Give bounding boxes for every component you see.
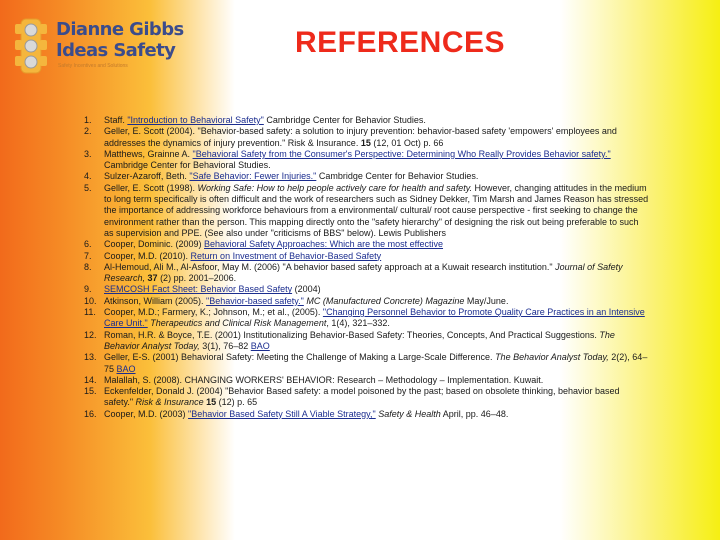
reference-number: 7. bbox=[84, 250, 92, 261]
reference-text: , 1(4), 321–332. bbox=[326, 318, 390, 329]
reference-link[interactable]: "Safe Behavior: Fewer Injuries." bbox=[189, 171, 317, 182]
reference-text: Cambridge Center for Behavioral Studies. bbox=[104, 160, 271, 171]
reference-list bbox=[84, 115, 650, 420]
reference-text: 37 bbox=[147, 273, 158, 284]
reference-item bbox=[84, 409, 650, 420]
reference-text: Sulzer-Azaroff, Beth. bbox=[104, 171, 190, 182]
reference-text: Risk & Insurance bbox=[135, 397, 204, 408]
reference-number: 1. bbox=[84, 115, 92, 125]
reference-item bbox=[84, 307, 650, 330]
reference-number: 4. bbox=[84, 171, 92, 182]
reference-text: Roman, H.R. & Boyce, T.E. (2001) Institutionalizing Behavior-Based Safety: Theories, Concepts, And Practical Suggestions. bbox=[104, 329, 600, 340]
reference-link[interactable]: "Introduction to Behavioral Safety" bbox=[127, 115, 264, 125]
reference-item bbox=[84, 284, 650, 295]
reference-text: Cooper, M.D.; Farmery, K.; Johnson, M.; et al., (2005). bbox=[104, 307, 323, 318]
reference-text: (2004) bbox=[292, 284, 321, 295]
reference-text: (12, 01 Oct) p. 66 bbox=[370, 137, 444, 148]
reference-number: 12. bbox=[84, 329, 97, 340]
reference-text: Malallah, S. (2008). CHANGING WORKERS' BEHAVIOR: Research – Methodology – Implementation. Kuwait. bbox=[104, 374, 544, 385]
reference-text: (12) p. 65 bbox=[216, 397, 258, 408]
reference-text: Al-Hemoud, Ali M., Al-Asfoor, May M. (2006) "A behavior based safety approach at a Kuwait research institution." bbox=[104, 261, 556, 272]
logo-name-line1: Dianne Gibbs bbox=[56, 19, 184, 40]
logo bbox=[14, 17, 184, 77]
reference-text: The Behavior Analyst Today, bbox=[495, 352, 609, 363]
reference-text: Atkinson, William (2005). bbox=[104, 295, 207, 306]
reference-link[interactable]: "Behavior-based safety." bbox=[206, 295, 304, 306]
reference-number: 16. bbox=[84, 408, 97, 419]
reference-text: However, changing attitudes in the medium to long term specifically is often difficult and the work of researchers such as Sidney Dekker, Tim Marsh and James Reason has stressed the importance of addressing workforce behaviours from a environmental/ cultural/ root cause perspective - first seeking to change the environment rather than the person. This mapping directly onto the "safety hierarchy" of designing the risk out being preferable to such as supervision and PPE. (See also under "criticisms of BBS" below). Lewis Publishers bbox=[104, 182, 649, 238]
reference-item bbox=[84, 251, 650, 262]
reference-text: Geller, E. Scott (2004). "Behavior-based safety: a solution to injury prevention: behavior-based safety 'empowers' employees and addresses the dynamics of injury prevention." Risk & Insurance. bbox=[104, 126, 617, 148]
reference-link[interactable]: "Changing Personnel Behavior to Promote Quality Care Practices in an Intensive Care Unit." bbox=[104, 307, 645, 329]
reference-number: 2. bbox=[84, 126, 92, 137]
reference-number: 10. bbox=[84, 295, 97, 306]
reference-text: Working Safe: How to help people actively care for health and safety. bbox=[197, 182, 473, 193]
reference-link[interactable]: BAO bbox=[250, 340, 270, 351]
reference-text: The Behavior Analyst Today, bbox=[104, 329, 615, 351]
reference-text: Safety & Health bbox=[378, 408, 441, 419]
reference-text: Cambridge Center for Behavior Studies. bbox=[316, 171, 479, 182]
reference-text: 15 bbox=[206, 397, 217, 408]
reference-number: 11. bbox=[84, 307, 96, 318]
reference-number: 13. bbox=[84, 352, 97, 363]
reference-item bbox=[84, 386, 650, 409]
page-title: REFERENCES bbox=[294, 26, 506, 59]
reference-text: 2(2), 64–75 bbox=[104, 352, 648, 374]
reference-link[interactable]: "Behavioral Safety from the Consumer's Perspective: Determining Who Really Provides Behavior safety." bbox=[192, 148, 611, 159]
reference-item bbox=[84, 352, 650, 375]
reference-text: Journal of Safety Research, bbox=[104, 261, 623, 284]
reference-text: April, pp. 46–48. bbox=[440, 408, 509, 419]
reference-link[interactable]: BAO bbox=[116, 363, 136, 374]
reference-link[interactable]: Return on Investment of Behavior-Based Safety bbox=[190, 250, 382, 261]
reference-item bbox=[84, 296, 650, 307]
reference-text: MC (Manufactured Concrete) Magazine bbox=[306, 295, 465, 306]
reference-item bbox=[84, 171, 650, 182]
reference-text: Cooper, M.D. (2003) bbox=[104, 408, 189, 419]
reference-text: 3(1), 76–82 bbox=[199, 340, 251, 351]
reference-number: 15. bbox=[84, 386, 97, 397]
reference-text: 15 bbox=[360, 137, 371, 148]
reference-text: Cooper, M.D. (2010). bbox=[104, 250, 191, 261]
reference-item bbox=[84, 262, 650, 285]
reference-item bbox=[84, 183, 650, 239]
reference-text: Staff. bbox=[104, 115, 128, 125]
reference-item bbox=[84, 375, 650, 386]
reference-item bbox=[84, 149, 650, 172]
reference-number: 5. bbox=[84, 182, 92, 193]
traffic-light-icon bbox=[14, 17, 48, 75]
reference-link[interactable]: SEMCOSH Fact Sheet: Behavior Based Safety bbox=[104, 284, 293, 295]
reference-number: 6. bbox=[84, 239, 92, 250]
reference-number: 8. bbox=[84, 261, 92, 272]
reference-link[interactable]: "Behavior Based Safety Still A Viable Strategy," bbox=[188, 408, 376, 419]
reference-text: Cambridge Center for Behavior Studies. bbox=[263, 115, 426, 125]
reference-item bbox=[84, 126, 650, 149]
reference-text: Eckenfelder, Donald J. (2004) "Behavior Based safety: a model poisoned by the past; based on obsolete thinking, behavior based safety." bbox=[104, 386, 620, 408]
reference-text: Geller, E. Scott (1998). bbox=[104, 182, 198, 193]
reference-text: Cooper, Dominic. (2009) bbox=[104, 239, 205, 250]
reference-number: 14. bbox=[84, 374, 97, 385]
reference-link[interactable]: Behavioral Safety Approaches: Which are the most effective bbox=[204, 239, 444, 250]
logo-tagline: Safety Incentives and Solutions bbox=[58, 63, 128, 69]
reference-item bbox=[84, 330, 650, 353]
reference-text: (2) pp. 2001–2006. bbox=[157, 273, 237, 284]
reference-text: Matthews, Grainne A. bbox=[104, 148, 193, 159]
reference-item bbox=[84, 239, 650, 250]
reference-text: Therapeutics and Clinical Risk Management bbox=[150, 318, 327, 329]
reference-number: 9. bbox=[84, 284, 92, 295]
reference-text: May/June. bbox=[464, 295, 509, 306]
reference-number: 3. bbox=[84, 148, 92, 159]
logo-name-line2: Ideas Safety bbox=[56, 40, 176, 61]
reference-item bbox=[84, 115, 650, 126]
reference-text: Geller, E-S. (2001) Behavioral Safety: Meeting the Challenge of Making a Large-Scale Difference. bbox=[104, 352, 496, 363]
